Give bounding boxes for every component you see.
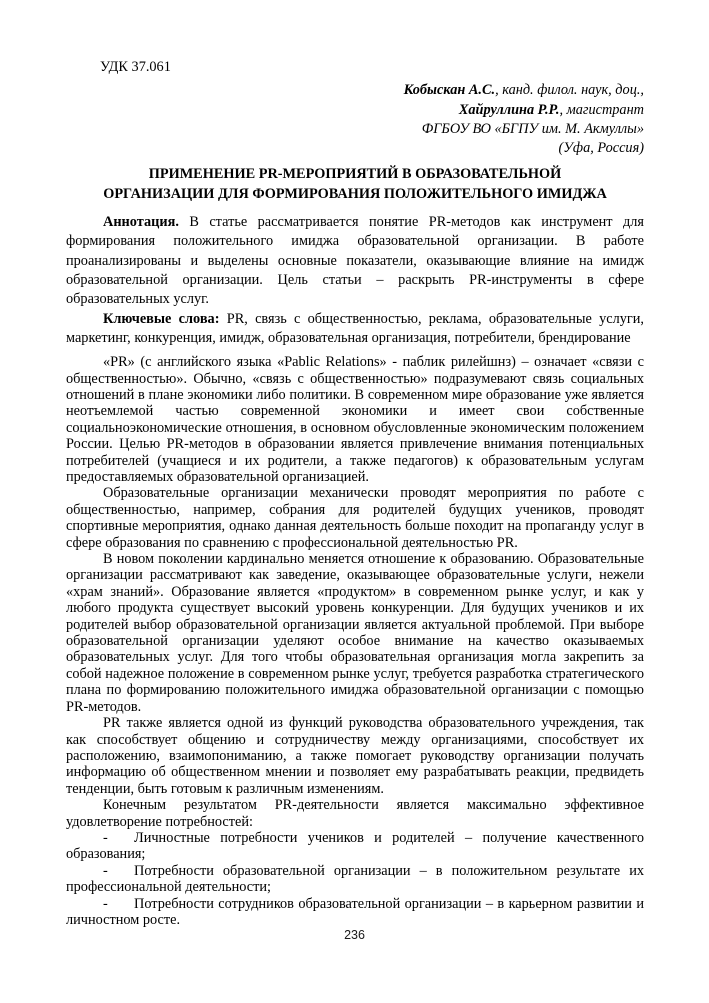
body-paragraph-1: «PR» (с английского языка «Pablic Relations» - паблик рилейшнз) – означает «связи с общественностью». Обычно, «связь с общественностью» подразумевают связь социальных отношений в плане экономики либо политики. В современном мире образование уже является неотъемлемой частью современной экономики и имеет свои собственные социальноэкономические отношения, в основном обусловленные экономическим положением России. Целью PR-методов в образовании является привлечение внимания потенциальных потребителей (учащиеся и их родители, а также педагогов) к образовательным услугам предоставляемых образовательной организацией. xyxy=(66,354,644,485)
author-line-1 xyxy=(66,81,644,100)
list-dash: - xyxy=(103,862,108,879)
author-degree-2: , магистрант xyxy=(559,101,644,118)
list-item-text-3: Потребности сотрудников образовательной организации – в карьерном развитии и личностном росте. xyxy=(66,895,644,928)
list-item-text-2: Потребности образовательной организации – в положительном результате их профессиональной деятельности; xyxy=(66,862,644,896)
author-name-2: Хайруллина Р.Р. xyxy=(458,101,560,118)
keywords-paragraph xyxy=(66,310,644,349)
author-name-1: Кобыскан А.С. xyxy=(403,82,496,99)
list-item-text-1: Личностные потребности учеников и родителей – получение качественного образования; xyxy=(66,829,644,863)
page-number: 236 xyxy=(344,928,365,942)
body-paragraph-4: PR также является одной из функций руководства образовательного учреждения, так как способствует общению и сотрудничеству между организациями, способствует их расположению, взаимопониманию, а также помогает руководству организации получать информацию об общественном мнении и позволяет ему разрабатывать реакции, предвидеть тенденции, быть готовым к различным изменениям. xyxy=(66,715,644,797)
list-dash: - xyxy=(103,895,108,912)
affiliation-line: ФГБОУ ВО «БГПУ им. М. Акмуллы» xyxy=(421,120,644,137)
body-paragraph-5: Конечным результатом PR-деятельности является максимально эффективное удовлетворение потребностей: xyxy=(66,797,644,830)
author-block xyxy=(66,81,644,158)
keywords-label: Ключевые слова: xyxy=(103,310,220,327)
title-line-1: ПРИМЕНЕНИЕ PR-МЕРОПРИЯТИЙ В ОБРАЗОВАТЕЛЬНОЙ xyxy=(148,166,562,183)
abstract-text: В статье рассматривается понятие PR-методов как инструмент для формирования положительного имиджа образовательной организации. В работе проанализированы и выделены основные показатели, оказывающие влияние на имидж образовательной организации. Цель статьи – раскрыть PR-инструменты в сфере образовательных услуг. xyxy=(66,214,644,308)
article-title xyxy=(66,165,644,204)
udc-code: УДК 37.061 xyxy=(100,59,171,75)
author-degree-1: , канд. филол. наук, доц., xyxy=(495,82,644,99)
list-item-3 xyxy=(66,896,644,929)
author-line-2 xyxy=(66,101,644,120)
abstract-paragraph xyxy=(66,213,644,309)
keywords-text: PR, связь с общественностью, реклама, образовательные услуги, маркетинг, конкуренция, имидж, образовательная организация, потребители, брендирование xyxy=(66,310,645,346)
body-paragraph-2: Образовательные организации механически проводят мероприятия по работе с общественностью, например, собрания для родителей будущих учеников, проводят спортивные мероприятия, однако данная деятельность больше походит на пропаганду услуг в сфере образования по сравнению с профессиональной деятельностью PR. xyxy=(66,485,644,551)
list-item-2 xyxy=(66,863,644,896)
title-line-2: ОРГАНИЗАЦИИ ДЛЯ ФОРМИРОВАНИЯ ПОЛОЖИТЕЛЬНОГО ИМИДЖА xyxy=(103,185,607,202)
list-item-1 xyxy=(66,830,644,863)
abstract-label: Аннотация. xyxy=(103,214,179,231)
body-paragraph-3: В новом поколении кардинально меняется отношение к образованию. Образовательные организации рассматривают как заведение, оказывающее образовательные услуги, нежели «храм знаний». Образование является «продуктом» в современном рынке услуг, и как у любого продукта существует высокий уровень конкуренции. Для будущих учеников и их родителей выбор образовательной организации является актуальной проблемой. При выборе образовательной организации уделяют особое внимание на качество оказываемых образовательных услуг. Для того чтобы образовательная организация могла закрепить за собой надежное положение в современном рынке услуг, требуется разработка стратегического плана по формированию положительного имиджа образовательной организации с помощью PR-методов. xyxy=(66,551,644,715)
list-dash: - xyxy=(103,829,108,846)
location-line: (Уфа, Россия) xyxy=(558,140,644,157)
